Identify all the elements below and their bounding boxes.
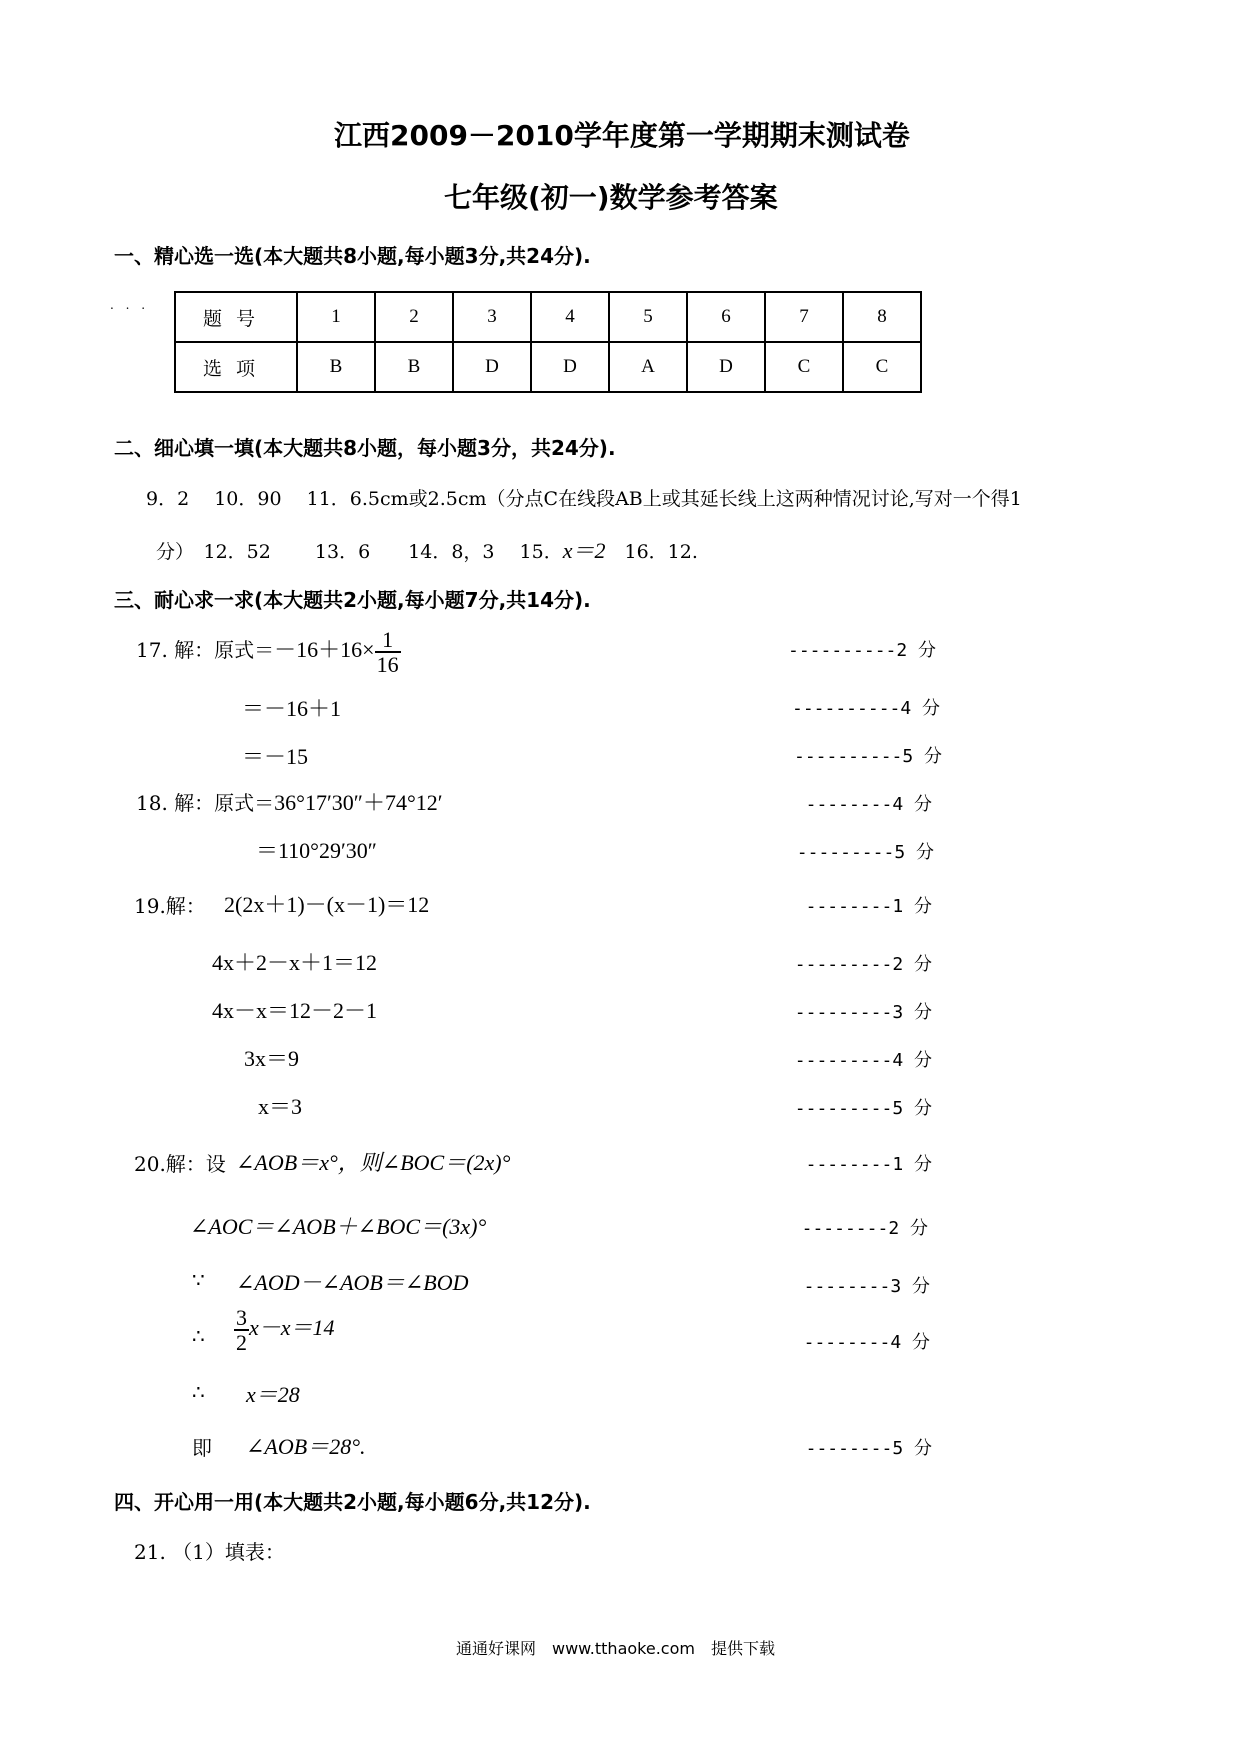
score-mark: ----------5 分 — [794, 746, 943, 767]
q20-line-4-rest: x－x＝14 — [249, 1315, 335, 1341]
fill-blank-answers-a: 分） 12．52 13．6 14．8，3 15． — [156, 541, 563, 563]
q20-line-4 — [234, 1306, 335, 1354]
q20-label: 20.解：设 — [134, 1152, 226, 1176]
table-cell: D — [453, 342, 531, 392]
table-cell: D — [687, 342, 765, 392]
fraction-denominator: 2 — [236, 1330, 247, 1356]
therefore-symbol: ∴ — [192, 1380, 205, 1404]
score-mark: --------4 分 — [805, 794, 932, 815]
score-mark: ---------4 分 — [794, 1050, 932, 1071]
q17-step-2: ＝－16＋1 — [242, 696, 342, 721]
table-cell: 4 — [531, 292, 609, 342]
section-4-heading: 四、开心用一用(本大题共2小题,每小题6分,共12分). — [114, 1490, 591, 1514]
fill-blank-answer-15: x＝2 — [562, 538, 606, 563]
score-mark: --------4 分 — [803, 1332, 930, 1353]
q20-line-3: ∠AOD－∠AOB＝∠BOD — [236, 1270, 469, 1295]
score-mark: --------1 分 — [805, 1154, 932, 1175]
because-symbol: ∵ — [192, 1268, 205, 1292]
therefore-symbol: ∴ — [192, 1324, 205, 1348]
table-cell: B — [375, 342, 453, 392]
score-mark: ---------3 分 — [794, 1002, 932, 1023]
fill-blank-line-1: 9．2 10．90 11．6.5cm或2.5cm（分点C在线段AB上或其延长线上这两种情况讨论,写对一个得1 — [146, 488, 1022, 510]
q19-step-1: 2(2x＋1)－(x－1)＝12 — [224, 892, 430, 917]
fill-blank-answers-c: 16．12. — [605, 541, 698, 563]
fill-blank-line-2 — [156, 534, 698, 565]
choice-answer-table — [174, 291, 922, 393]
q20-line-6: ∠AOB＝28°. — [246, 1434, 366, 1459]
q17-fraction — [375, 628, 401, 676]
table-row — [175, 292, 921, 342]
q19-step-2: 4x＋2－x＋1＝12 — [212, 950, 378, 975]
score-mark: ---------5 分 — [794, 1098, 932, 1119]
q20-ji-label: 即 — [192, 1436, 212, 1460]
section-2-heading: 二、细心填一填(本大题共8小题，每小题3分，共24分). — [114, 436, 616, 460]
section-1-heading: 一、精心选一选(本大题共8小题,每小题3分,共24分). — [114, 244, 591, 268]
q17-expression: －16＋16× — [274, 637, 375, 663]
table-header-cell: 题号 — [175, 292, 297, 342]
score-mark: --------1 分 — [805, 896, 932, 917]
q17-label: 17. 解：原式＝ — [136, 638, 275, 663]
fraction-numerator: 1 — [375, 628, 401, 653]
table-cell: 5 — [609, 292, 687, 342]
q19-label: 19.解： — [134, 894, 206, 918]
q18-label: 18. 解：原式＝ — [136, 791, 275, 815]
score-mark: --------2 分 — [801, 1218, 928, 1239]
page-subtitle: 七年级(初一)数学参考答案 — [444, 181, 778, 214]
q18-line-1 — [136, 786, 443, 817]
q20-line-5: x＝28 — [246, 1382, 300, 1407]
fraction-denominator: 16 — [376, 652, 399, 678]
score-mark: ----------2 分 — [788, 640, 937, 661]
table-cell: 2 — [375, 292, 453, 342]
table-cell: 8 — [843, 292, 921, 342]
q20-line-2: ∠AOC＝∠AOB＋∠BOC＝(3x)° — [190, 1214, 487, 1239]
table-cell: 7 — [765, 292, 843, 342]
table-cell: 6 — [687, 292, 765, 342]
q17-line-1 — [136, 628, 401, 676]
table-cell: C — [843, 342, 921, 392]
q18-step-2: ＝110°29′30″ — [256, 838, 377, 863]
table-cell: 3 — [453, 292, 531, 342]
q20-fraction — [234, 1306, 249, 1354]
score-mark: --------5 分 — [805, 1438, 932, 1459]
q20-line-1: ∠AOB＝x°，则∠BOC＝(2x)° — [236, 1150, 511, 1175]
table-cell: C — [765, 342, 843, 392]
score-mark: --------3 分 — [803, 1276, 930, 1297]
table-cell: B — [297, 342, 375, 392]
score-mark: ---------5 分 — [796, 842, 934, 863]
q17-step-3: ＝－15 — [242, 744, 309, 769]
score-mark: ---------2 分 — [794, 954, 932, 975]
page-title: 江西2009－2010学年度第一学期期末测试卷 — [334, 119, 910, 152]
table-row — [175, 342, 921, 392]
table-cell: 1 — [297, 292, 375, 342]
score-mark: ----------4 分 — [792, 698, 941, 719]
fraction-numerator: 3 — [236, 1305, 247, 1330]
q21-label: 21. （1）填表： — [134, 1540, 285, 1564]
q18-expression: 36°17′30″＋74°12′ — [274, 790, 443, 815]
q19-step-5: x＝3 — [258, 1094, 303, 1119]
q19-step-4: 3x＝9 — [244, 1046, 300, 1071]
q19-step-3: 4x－x＝12－2－1 — [212, 998, 378, 1023]
table-cell: A — [609, 342, 687, 392]
section-3-heading: 三、耐心求一求(本大题共2小题,每小题7分,共14分). — [114, 588, 591, 612]
margin-dots: . . . — [110, 298, 150, 312]
table-header-cell: 选项 — [175, 342, 297, 392]
table-cell: D — [531, 342, 609, 392]
page-footer: 通通好课网 www.tthaoke.com 提供下载 — [456, 1639, 775, 1658]
